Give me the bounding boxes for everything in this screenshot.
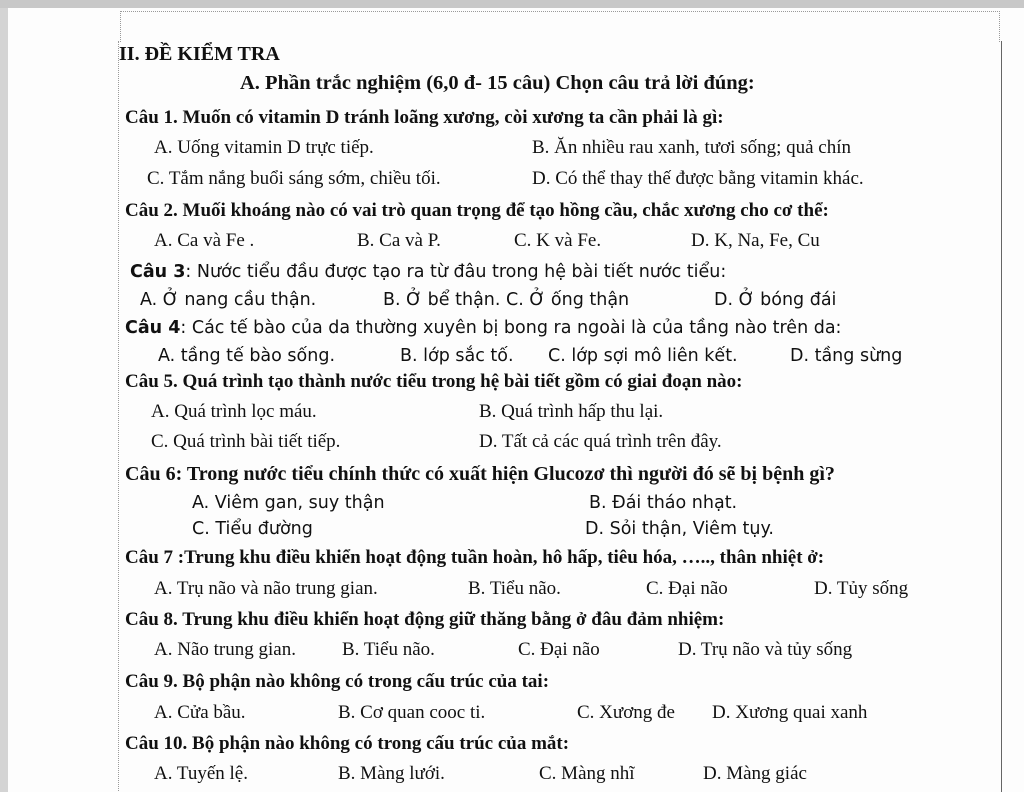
question-1-option-d: D. Có thể thay thế được bằng vitamin khác.	[532, 168, 864, 189]
window-top-strip	[0, 0, 1024, 8]
question-2-option-b: B. Ca và P.	[357, 230, 441, 251]
right-margin-guide	[1001, 41, 1002, 792]
question-8-option-a: A. Não trung gian.	[154, 639, 296, 660]
question-6-option-c: C. Tiểu đường	[192, 519, 313, 539]
question-10-text: Câu 10. Bộ phận nào không có trong cấu trúc của mắt:	[125, 733, 570, 754]
question-8-option-d: D. Trụ não và tủy sống	[678, 639, 853, 660]
question-6-option-d: D. Sỏi thận, Viêm tụy.	[585, 519, 774, 539]
question-3-option-a: A. Ở nang cầu thận.	[140, 290, 317, 310]
question-4-text	[125, 317, 841, 339]
question-1-option-c: C. Tắm nắng buổi sáng sớm, chiều tối.	[147, 168, 441, 189]
question-6-option-b: B. Đái tháo nhạt.	[589, 493, 738, 513]
left-margin-guide	[118, 41, 119, 792]
question-4-option-b: B. lớp sắc tố.	[400, 346, 514, 366]
question-7-option-a: A. Trụ não và não trung gian.	[154, 578, 378, 599]
question-9-option-c: C. Xương đe	[577, 702, 675, 723]
question-5-option-b: B. Quá trình hấp thu lại.	[479, 401, 664, 422]
question-5-text: Câu 5. Quá trình tạo thành nước tiểu trong hệ bài tiết gồm có giai đoạn nào:	[125, 371, 743, 392]
question-7-option-b: B. Tiểu não.	[468, 578, 561, 599]
question-4-option-d: D. tầng sừng	[790, 346, 903, 366]
header-margin-guide	[120, 11, 1000, 42]
question-4-option-c: C. lớp sợi mô liên kết.	[548, 346, 738, 366]
question-3-text	[130, 261, 726, 283]
question-5-option-c: C. Quá trình bài tiết tiếp.	[151, 431, 341, 452]
question-3-body: : Nước tiểu đầu được tạo ra từ đâu trong hệ bài tiết nước tiểu:	[185, 262, 727, 282]
question-8-text: Câu 8. Trung khu điều khiển hoạt động giữ thăng bằng ở đâu đảm nhiệm:	[125, 609, 725, 630]
question-7-text: Câu 7 :Trung khu điều khiển hoạt động tuần hoàn, hô hấp, tiêu hóa, ….., thân nhiệt ở:	[125, 547, 825, 568]
question-6-option-a: A. Viêm gan, suy thận	[192, 493, 385, 513]
question-9-option-a: A. Cửa bầu.	[154, 702, 246, 723]
question-3-label: Câu 3	[130, 262, 186, 282]
question-2-option-c: C. K và Fe.	[514, 230, 602, 251]
part-heading: A. Phần trắc nghiệm (6,0 đ- 15 câu) Chọn câu trả lời đúng:	[240, 72, 755, 94]
question-9-option-b: B. Cơ quan cooc ti.	[338, 702, 486, 723]
question-4-option-a: A. tầng tế bào sống.	[158, 346, 336, 366]
question-4-label: Câu 4	[125, 318, 181, 338]
question-3-option-b-c: B. Ở bể thận. C. Ở ống thận	[383, 290, 630, 310]
question-9-text: Câu 9. Bộ phận nào không có trong cấu trúc của tai:	[125, 671, 550, 692]
question-2-option-a: A. Ca và Fe .	[154, 230, 255, 251]
question-1-option-a: A. Uống vitamin D trực tiếp.	[154, 137, 374, 158]
question-6-text: Câu 6: Trong nước tiểu chính thức có xuất hiện Glucozơ thì người đó sẽ bị bệnh gì?	[125, 463, 835, 485]
question-7-option-d: D. Tủy sống	[814, 578, 909, 599]
question-7-option-c: C. Đại não	[646, 578, 728, 599]
question-2-option-d: D. K, Na, Fe, Cu	[691, 230, 820, 251]
question-5-option-d: D. Tất cả các quá trình trên đây.	[479, 431, 722, 452]
question-8-option-b: B. Tiểu não.	[342, 639, 435, 660]
question-10-option-d: D. Màng giác	[703, 763, 807, 784]
question-2-text: Câu 2. Muối khoáng nào có vai trò quan trọng để tạo hồng cầu, chắc xương cho cơ thể:	[125, 200, 829, 221]
question-10-option-b: B. Màng lưới.	[338, 763, 445, 784]
question-8-option-c: C. Đại não	[518, 639, 600, 660]
section-heading: II. ĐỀ KIỂM TRA	[119, 43, 280, 65]
question-1-option-b: B. Ăn nhiều rau xanh, tươi sống; quả chín	[532, 137, 852, 158]
question-5-option-a: A. Quá trình lọc máu.	[151, 401, 317, 422]
document-page[interactable]	[8, 8, 1024, 792]
question-3-option-d: D. Ở bóng đái	[714, 290, 837, 310]
question-10-option-c: C. Màng nhĩ	[539, 763, 635, 784]
question-9-option-d: D. Xương quai xanh	[712, 702, 868, 723]
question-10-option-a: A. Tuyến lệ.	[154, 763, 248, 784]
question-4-body: : Các tế bào của da thường xuyên bị bong ra ngoài là của tầng nào trên da:	[180, 318, 842, 338]
question-1-text: Câu 1. Muốn có vitamin D tránh loãng xương, còi xương ta cần phải là gì:	[125, 107, 724, 128]
